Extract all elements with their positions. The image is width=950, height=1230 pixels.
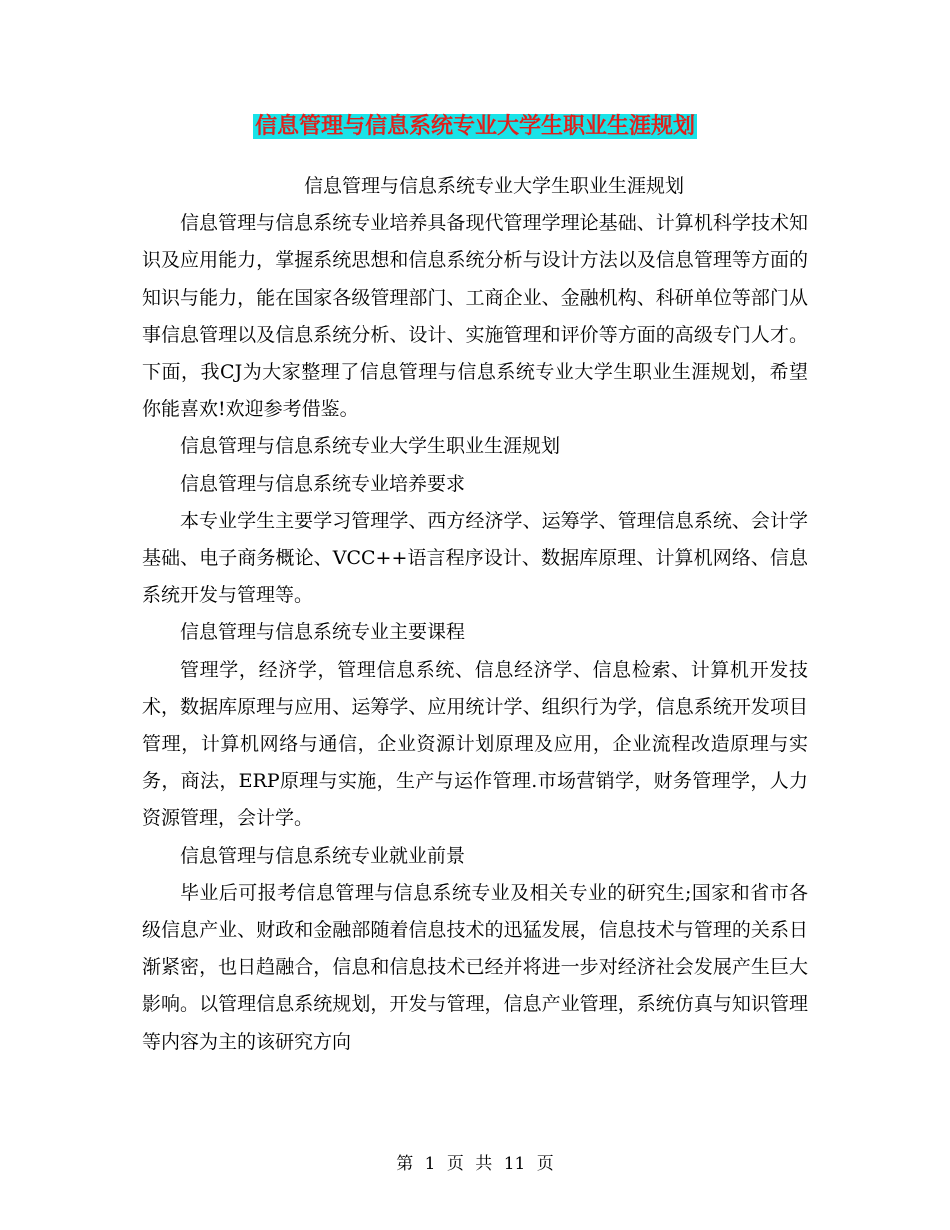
paragraph-heading-courses: 信息管理与信息系统专业主要课程 (180, 621, 466, 644)
paragraph-heading-requirements: 信息管理与信息系统专业培养要求 (180, 472, 466, 495)
paragraph-prospects: 毕业后可报考信息管理与信息系统专业及相关专业的研究生;国家和省市各级信息产业、财政和金融部随着信息技术的迅猛发展，信息技术与管理的关系日渐紧密，也日趋融合，信息和信息技术已经并将进一步对经济社会发展产生巨大影响。以管理信息系统规划，开发与管理，信息产业管理，系统仿真与知识管理等内容为主的该研究方向 (142, 881, 808, 1053)
paragraph-requirements: 本专业学生主要学习管理学、西方经济学、运筹学、管理信息系统、会计学基础、电子商务概论、VCC++语言程序设计、数据库原理、计算机网络、信息系统开发与管理等。 (142, 509, 808, 607)
paragraph-heading-plan: 信息管理与信息系统专业大学生职业生涯规划 (180, 435, 561, 458)
document-title-text: 信息管理与信息系统专业大学生职业生涯规划 (254, 114, 695, 139)
page-footer: 第 1 页 共 11 页 (396, 1154, 554, 1174)
paragraph-heading-prospects: 信息管理与信息系统专业就业前景 (180, 844, 466, 867)
paragraph-courses: 管理学，经济学，管理信息系统、信息经济学、信息检索、计算机开发技术，数据库原理与应用、运筹学、应用统计学、组织行为学，信息系统开发项目管理，计算机网络与通信，企业资源计划原理及应用，企业流程改造原理与实务，商法，ERP原理与实施，生产与运作管理.市场营销学，财务管理学，人力资源管理，会计学。 (142, 658, 808, 830)
paragraph-intro: 信息管理与信息系统专业培养具备现代管理学理论基础、计算机科学技术知识及应用能力，掌握系统思想和信息系统分析与设计方法以及信息管理等方面的知识与能力，能在国家各级管理部门、工商企业、金融机构、科研单位等部门从事信息管理以及信息系统分析、设计、实施管理和评价等方面的高级专门人才。下面，我CJ为大家整理了信息管理与信息系统专业大学生职业生涯规划，希望你能喜欢!欢迎参考借鉴。 (142, 212, 808, 421)
document-subtitle: 信息管理与信息系统专业大学生职业生涯规划 (303, 175, 684, 197)
document-body (142, 168, 808, 1061)
document-title (0, 110, 950, 144)
